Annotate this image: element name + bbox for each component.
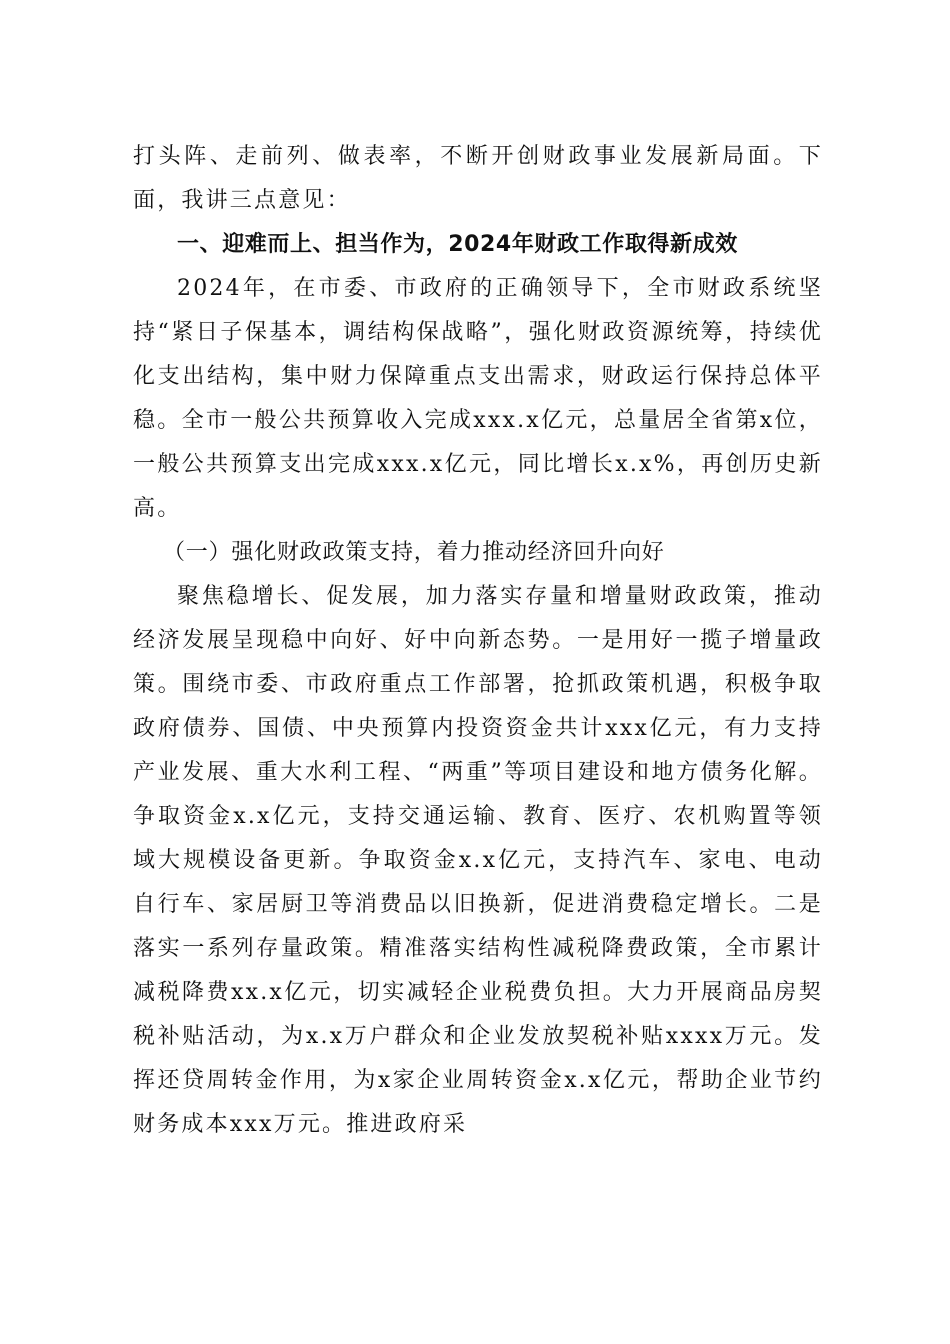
subsection-body-paragraph: 聚焦稳增长、促发展，加力落实存量和增量财政政策，推动经济发展呈现稳中向好、好中向新态势。一是用好一揽子增量政策。围绕市委、市政府重点工作部署，抢抓政策机遇，积极争取政府债券、国债、中央预算内投资资金共计xxx亿元，有力支持产业发展、重大水利工程、“两重”等项目建设和地方债务化解。争取资金x.x亿元，支持交通运输、教育、医疗、农机购置等领域大规模设备更新。争取资金x.x亿元，支持汽车、家电、电动自行车、家居厨卫等消费品以旧换新，促进消费稳定增长。二是落实一系列存量政策。精准落实结构性减税降费政策，全市累计减税降费xx.x亿元，切实减轻企业税费负担。大力开展商品房契税补贴活动，为x.x万户群众和企业发放契税补贴xxxx万元。发挥还贷周转金作用，为x家企业周转资金x.x亿元，帮助企业节约财务成本xxx万元。推进政府采 <box>133 584 823 1137</box>
subsection-heading: （一）强化财政政策支持，着力推动经济回升向好 <box>163 540 665 565</box>
section-intro-paragraph: 2024年，在市委、市政府的正确领导下，全市财政系统坚持“紧日子保基本，调结构保战略”，强化财政资源统筹，持续优化支出结构，集中财力保障重点支出需求，财政运行保持总体平稳。全市一般公共预算收入完成xxx.x亿元，总量居全省第x位，一般公共预算支出完成xxx.x亿元，同比增长x.x%，再创历史新高。 <box>133 276 823 521</box>
document-page <box>133 135 823 1147</box>
section-heading: 一、迎难而上、担当作为，2024年财政工作取得新成效 <box>177 232 738 257</box>
continuation-paragraph: 打头阵、走前列、做表率，不断开创财政事业发展新局面。下面，我讲三点意见： <box>133 144 823 213</box>
